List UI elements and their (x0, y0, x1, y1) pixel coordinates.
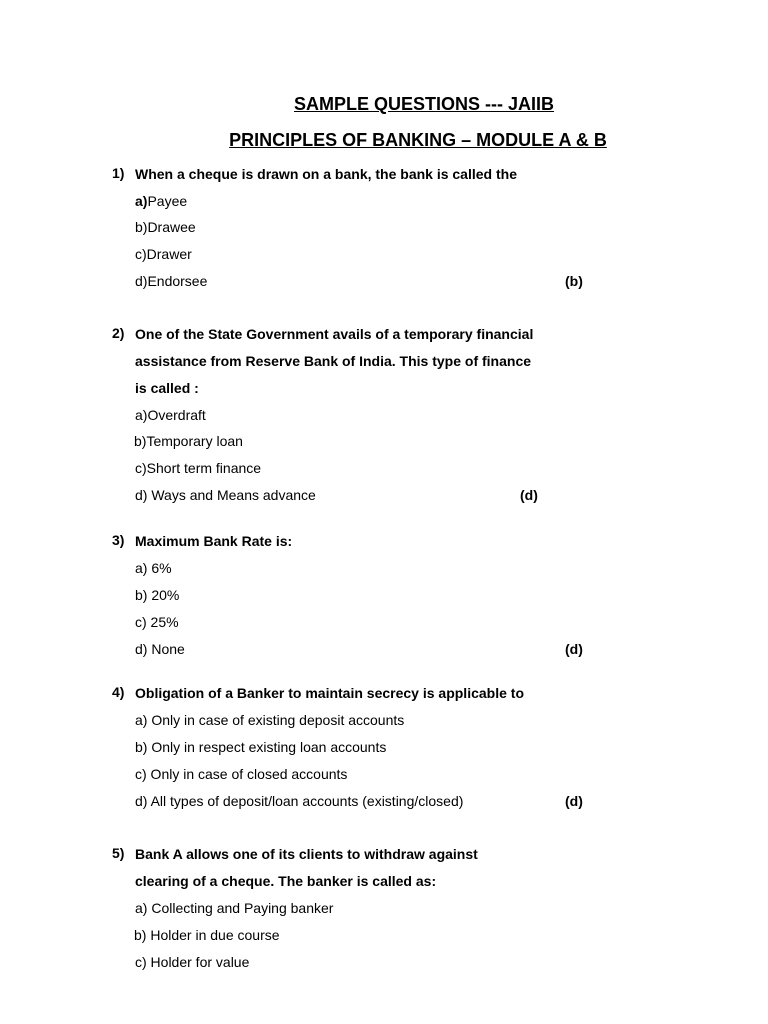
question-number: 3) (112, 532, 125, 548)
option-c: c) Only in case of closed accounts (135, 766, 348, 782)
option-b: b) Only in respect existing loan accounts (135, 739, 387, 755)
question-text-line-3: is called : (135, 380, 199, 396)
question-text-line-2: assistance from Reserve Bank of India. This type of finance (135, 353, 532, 369)
option-d: d) Ways and Means advance (135, 487, 316, 503)
option-a (135, 192, 187, 210)
option-a: a) Collecting and Paying banker (135, 900, 334, 916)
document-subtitle: PRINCIPLES OF BANKING – MODULE A & B (229, 130, 607, 150)
option-a-letter: a) (135, 193, 148, 209)
question-text-line-1: Bank A allows one of its clients to withdraw against (135, 846, 478, 862)
option-c: c) 25% (135, 614, 179, 630)
option-b: b) Holder in due course (134, 927, 280, 943)
question-text: When a cheque is drawn on a bank, the bank is called the (135, 166, 517, 182)
question-number: 4) (112, 684, 125, 700)
answer-key: (d) (565, 641, 583, 657)
answer-key: (d) (520, 487, 538, 503)
option-d: d) All types of deposit/loan accounts (existing/closed) (135, 793, 464, 809)
answer-key: (b) (565, 273, 583, 289)
option-b: b) 20% (135, 587, 180, 603)
option-a: a) 6% (135, 560, 172, 576)
option-c: c) Holder for value (135, 954, 250, 970)
option-b: b)Temporary loan (134, 433, 243, 449)
option-c: c)Short term finance (135, 460, 262, 476)
option-d: d) None (135, 641, 185, 657)
answer-key: (d) (565, 793, 583, 809)
option-b: b)Drawee (135, 219, 196, 235)
option-a: a)Overdraft (135, 407, 206, 423)
question-text-line-2: clearing of a cheque. The banker is called as: (135, 873, 437, 889)
option-a: a) Only in case of existing deposit accounts (135, 712, 405, 728)
question-number: 5) (112, 845, 125, 861)
option-a-text: Payee (147, 193, 188, 209)
question-text: Maximum Bank Rate is: (135, 533, 293, 549)
question-text: Obligation of a Banker to maintain secrecy is applicable to (135, 685, 524, 701)
option-c: c)Drawer (135, 246, 192, 262)
question-number: 2) (112, 325, 125, 341)
question-text-line-1: One of the State Government avails of a temporary financial (135, 326, 534, 342)
question-number: 1) (112, 165, 125, 181)
option-d: d)Endorsee (135, 273, 208, 289)
document-title: SAMPLE QUESTIONS --- JAIIB (293, 94, 554, 114)
